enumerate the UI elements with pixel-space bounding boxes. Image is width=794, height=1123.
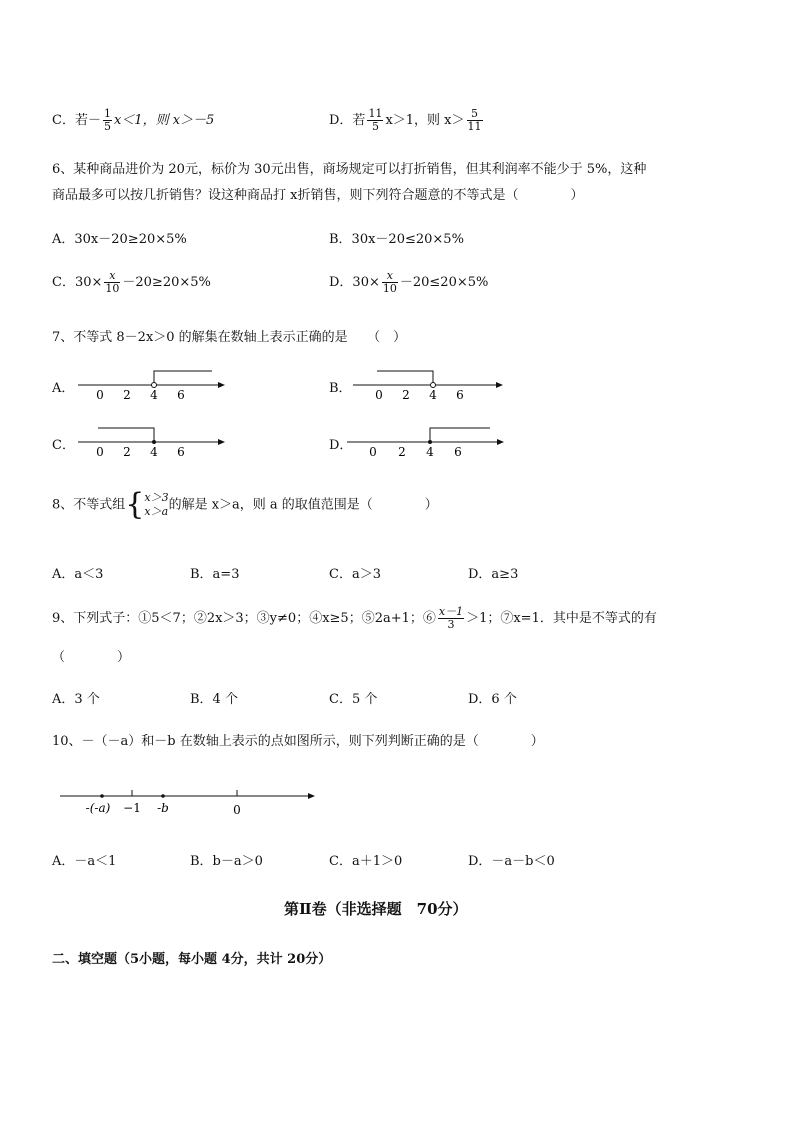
q7-c-label: C． [52, 438, 75, 453]
q7-b-tick-0: 0 [375, 388, 383, 402]
q5-d-frac-num: 11 [368, 107, 383, 120]
q7-b-label: B． [329, 381, 352, 396]
q8-option-a: A．a＜3 [52, 567, 104, 582]
q7-d-tick-2: 2 [398, 445, 406, 459]
q9-fraction [438, 606, 464, 631]
q6-c-frac-num: x [104, 270, 120, 283]
q7-stem: 7、不等式 8－2x＞0 的解集在数轴上表示正确的是 （ ） [52, 330, 407, 345]
q6-c-post: －20≥20×5% [122, 275, 211, 290]
q5-c-tail: x＞－5 [172, 113, 215, 128]
q10-option-a: A．－a＜1 [52, 854, 117, 869]
q8-system [144, 491, 168, 519]
q7-d-label: D． [329, 438, 353, 453]
q7-c-tick-0: 0 [96, 445, 104, 459]
q6-d-frac-num: x [382, 270, 398, 283]
q7-b-tick-2: 2 [402, 388, 410, 402]
q7-c-tick-6: 6 [177, 445, 185, 459]
q7-d-tick-0: 0 [369, 445, 377, 459]
q9-frac-num: x－1 [438, 605, 464, 618]
q5-d-frac-den: 5 [371, 120, 379, 133]
q9-option-c: C．5 个 [329, 692, 378, 707]
q7-a-tick-0: 0 [96, 388, 104, 402]
q5-c-frac-den: 5 [103, 120, 111, 133]
q6-d-frac-den: 10 [382, 282, 397, 295]
q5-c-minus: － [87, 113, 101, 128]
q10-label-neg-neg-a: -(-a) [85, 801, 111, 815]
q5-d-fraction2 [467, 108, 483, 133]
q7-a-tick-4: 4 [150, 388, 158, 402]
q6-c-fraction [104, 270, 120, 295]
q8-option-d: D．a≥3 [468, 567, 519, 582]
part2-heading: 二、填空题（5小题，每小题 4分，共计 20分） [52, 952, 332, 967]
q9-stem-line1 [52, 606, 657, 631]
q6-c-frac-den: 10 [105, 282, 120, 295]
q7-a-numberline [78, 365, 228, 403]
q8-brace: { [125, 487, 145, 522]
q6-option-d [329, 270, 488, 295]
q5-d-label: D．若 [329, 113, 366, 128]
q6-stem-line2: 商品最多可以按几折销售？设这种商品打 x折销售，则下列符合题意的不等式是（ ） [52, 188, 584, 203]
q7-a-tick-6: 6 [177, 388, 185, 402]
q10-numberline [60, 782, 320, 822]
q5-option-c [52, 108, 214, 133]
q5-d-frac2-den: 11 [467, 120, 482, 133]
q5-d-fraction [367, 108, 383, 133]
q9-option-b: B．4 个 [190, 692, 238, 707]
q5-c-frac-num: 1 [103, 107, 111, 120]
q6-d-post: －20≤20×5% [399, 275, 489, 290]
q9-frac-den: 3 [447, 618, 455, 631]
q7-d-tick-4: 4 [426, 445, 434, 459]
q7-c-numberline [78, 422, 228, 460]
q9-post: ＞1；⑦x=1．其中是不等式的有 [466, 611, 657, 626]
q10-option-c: C．a＋1＞0 [329, 854, 403, 869]
q7-d-tick-6: 6 [454, 445, 462, 459]
q9-option-a: A．3 个 [52, 692, 100, 707]
q6-stem-line1: 6、某种商品进价为 20元，标价为 30元出售，商场规定可以打折销售，但其利润率不能少于 5%，这种 [52, 162, 647, 177]
q6-c-pre: C．30× [52, 275, 103, 290]
q8-sys-line2: x＞a [144, 505, 169, 518]
q7-c-tick-2: 2 [123, 445, 131, 459]
q5-d-mid: x＞1，则 x＞ [385, 113, 465, 128]
q9-option-d: D．6 个 [468, 692, 517, 707]
q9-stem-line2: （ ） [52, 650, 131, 665]
q10-stem: 10、－（－a）和－b 在数轴上表示的点如图所示，则下列判断正确的是（ ） [52, 734, 544, 749]
q6-d-fraction [382, 270, 398, 295]
q6-option-c [52, 270, 211, 295]
q7-b-tick-6: 6 [456, 388, 464, 402]
q7-c-tick-4: 4 [150, 445, 158, 459]
q10-label-zero: 0 [233, 803, 241, 817]
q6-option-b: B．30x－20≤20×5% [329, 232, 464, 247]
q8-sys-line1: x＞3 [144, 491, 169, 504]
q7-a-label: A． [52, 381, 75, 396]
q10-option-b: B．b－a＞0 [190, 854, 263, 869]
q7-a-tick-2: 2 [123, 388, 131, 402]
q5-c-rest: x＜1，则 [113, 113, 169, 128]
q5-c-fraction [103, 108, 112, 133]
q10-label-neg-b: -b [157, 801, 169, 815]
q8-stem [52, 487, 438, 522]
q7-b-tick-4: 4 [429, 388, 437, 402]
q5-c-label: C．若 [52, 113, 88, 128]
q5-option-d [329, 108, 485, 133]
q8-option-b: B．a=3 [190, 567, 240, 582]
q5-d-frac2-num: 5 [467, 108, 483, 121]
q8-post: 的解是 x＞a，则 a 的取值范围是（ ） [168, 497, 438, 513]
q6-option-a: A．30x－20≥20×5% [52, 232, 187, 247]
section-title: 第Ⅱ卷（非选择题 70分） [284, 900, 468, 918]
q10-option-d: D．－a－b＜0 [468, 854, 555, 869]
q7-b-numberline [353, 365, 508, 403]
q9-pre: 9、下列式子：①5＜7；②2x＞3；③y≠0；④x≥5；⑤2a+1；⑥ [52, 611, 436, 626]
q8-pre: 8、不等式组 [52, 497, 126, 513]
q6-d-pre: D．30× [329, 275, 380, 290]
q7-d-numberline [347, 422, 507, 460]
q10-label-neg-one: −1 [123, 801, 141, 815]
q8-option-c: C．a＞3 [329, 567, 381, 582]
